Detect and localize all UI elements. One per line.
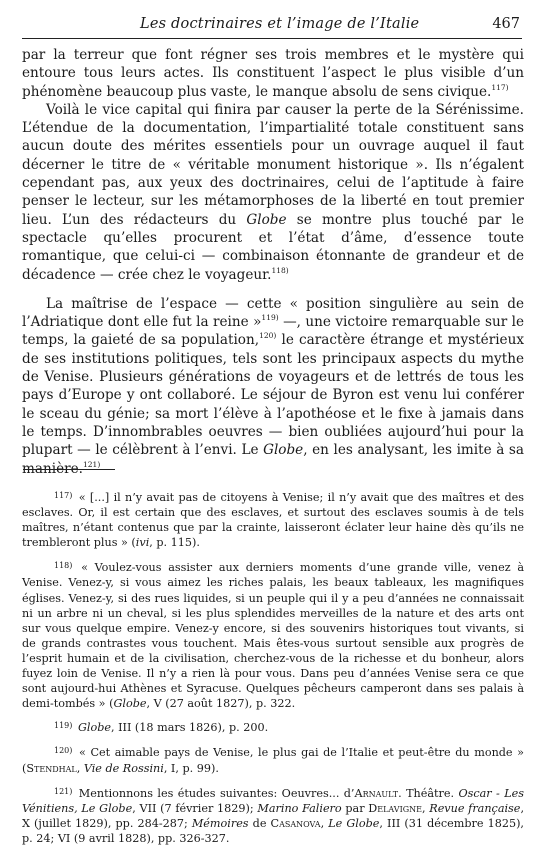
footnote-separator: , [76, 761, 84, 775]
journal-title: Globe [263, 442, 304, 459]
paragraph-3-text-b: —, une victoire remarquable sur le temps, la gaieté de sa population, [22, 314, 524, 349]
footnote-work: Oscar - Les Vénitiens, Le Globe [22, 786, 525, 815]
footnote-ref-117[interactable]: 117) [491, 82, 509, 92]
paragraph-2-text: Voilà le vice capital qui finira par causer la perte de la Sérénissime. L’étendue de la documentation, l’impartialité totale constituent sans aucun doute des mérites essentiels pour un ouvrage auquel il faut décerner le titre de « véritable monument historique ». Ils n’égalent cependant pas, aux yeux des doctrinaires, celui de l’aptitude à faire penser le lecteur, sur les métamorphoses de la liberté en tout premier lieu. L’un des rédacteurs du [22, 101, 524, 228]
footnote-work: Vie de Rossini [83, 761, 164, 775]
footnote-text: par [341, 801, 369, 815]
footnote-work: Marino Faliero [257, 801, 342, 815]
paragraph-2 [22, 101, 524, 284]
footnote-author: Arnault [354, 786, 399, 800]
paragraph-1 [22, 46, 524, 101]
footnote-tail: , V (27 août 1827), p. 322. [146, 697, 296, 711]
footnote-author: Stendhal [26, 761, 77, 775]
footnote-text: de [248, 816, 271, 830]
footnote-tail: , I, p. 99). [163, 761, 219, 775]
page-number: 467 [492, 16, 520, 32]
footnote-number: 118) [54, 561, 73, 571]
footnote-text: , [320, 816, 329, 830]
footnote-work: Le Globe [328, 816, 380, 830]
footnote-text: , VII (7 février 1829); [132, 801, 258, 815]
footnote-tail: , p. 115). [149, 536, 200, 550]
footnote-number: 120) [54, 746, 73, 756]
paragraph-1-text: par la terreur que font régner ses trois membres et le mystère qui entoure tous leurs actes. Ils constituent l’aspect le plus visible d’un phénomène beaucoup plus vaste, le manque absolu de sens civique. [22, 47, 524, 100]
footnote-text: « Voulez-vous assister aux derniers moments d’une grande ville, venez à Venise. Venez-y, si vous aimez les riches palais, les beaux tableaux, les magnifiques églises. Venez-y, si des rues liquides, si un peuple qui il y a peu d’années ne connaissait ni un arbre ni un cheval, si les plus splendides merveilles de la nature et des arts ont sur vous quelque empire. Venez-y encore, si des souvenirs historiques tout vivants, si de grands contrastes vous touchent. Mais êtes-vous surtout sensible aux progrès de l’esprit humain et de la civilisation, cherchez-vous de la richesse et du bonheur, alors fuyez loin de Venise. Il n’y a rien là pour vous. Dans peu d’années Venise sera ce que sont aujourd-hui Athènes et Syracuse. Quelques pêcheurs camperont dans ses palais à demi-tombés » ( [22, 561, 524, 711]
footnote-ref-119[interactable]: 119) [261, 313, 279, 323]
footnote-tail: , III (18 mars 1826), p. 200. [111, 721, 269, 735]
footnote-source: Globe [77, 721, 111, 735]
footnote-117 [22, 488, 524, 550]
paragraph-3-text-c: le caractère étrange et mystérieux de ses institutions politiques, tels sont les principaux aspects du mythe de Venise. Plusieurs générations de voyageurs et de lettrés de tous les pays d’Europe y ont collaboré. Le séjour de Byron est venu lui conférer le sceau du génie; sa mort l’élève à l’apothéose et le fixe à jamais dans le temps. D’innombrables oeuvres — bien oubliées aujourd’hui pour la plupart — le célèbrent à l’envi. Le [22, 332, 525, 459]
footnote-number: 119) [54, 721, 73, 731]
footnote-work: Revue française [429, 801, 521, 815]
footnote-source: Globe [113, 697, 147, 711]
footnote-119 [22, 718, 524, 735]
footnote-ref-120[interactable]: 120) [259, 331, 277, 341]
paragraph-2-text-rest: se montre plus touché par le spectacle qu’elles procurent et l’état d’âme, d’essence toute romantique, que celui-ci — combinaison étonnante de grandeur et de décadence — crée chez le voyageur. [22, 211, 524, 283]
footnote-118 [22, 558, 524, 711]
footnote-ref-121[interactable]: 121) [83, 459, 101, 469]
running-title: Les doctrinaires et l’image de l’Italie [140, 16, 420, 32]
footnote-number: 121) [54, 786, 73, 796]
footnote-text: « Cet aimable pays de Venise, le plus gai de l’Italie et peut-être du monde » ( [22, 746, 524, 775]
footnote-author: Delavigne [368, 801, 422, 815]
footnote-text: « [...] il n’y avait pas de citoyens à Venise; il n’y avait que des maîtres et des esclaves. Or, il est certain que des esclaves, et surtout des esclaves soumis à de tels maîtres, n’étant contenus que par la crainte, laisseront éclater leur haine dès qu’ils ne trembleront plus » ( [22, 491, 524, 550]
body-text [22, 46, 524, 478]
footnotes [22, 488, 524, 854]
footnote-text: . Théâtre. [398, 786, 459, 800]
running-head [22, 16, 522, 39]
footnote-divider [23, 469, 115, 470]
paragraph-3 [22, 295, 524, 478]
footnote-121 [22, 784, 524, 846]
footnote-work: Mémoires [191, 816, 249, 830]
footnote-text: Mentionnons les études suivantes: Oeuvres... d’ [78, 786, 355, 800]
journal-title: Globe [246, 211, 287, 228]
footnote-source: ivi [135, 536, 150, 550]
footnote-ref-118[interactable]: 118) [271, 265, 289, 275]
footnote-author: Casanova [270, 816, 321, 830]
paragraph-3-text-a: La maîtrise de l’espace — cette « position singulière au sein de l’Adriatique dont elle fut la reine » [22, 295, 524, 331]
paragraph-3-text-d: , en les analysant, les imite à sa manière. [22, 442, 525, 477]
footnote-number: 117) [54, 491, 73, 500]
footnote-text: , III (31 décembre 1825), p. 24; VI (9 avril 1828), pp. 326-327. [22, 816, 524, 845]
footnote-text: , X (juillet 1829), pp. 284-287; [22, 801, 524, 830]
footnote-text: , [421, 801, 430, 815]
footnote-120 [22, 743, 524, 775]
